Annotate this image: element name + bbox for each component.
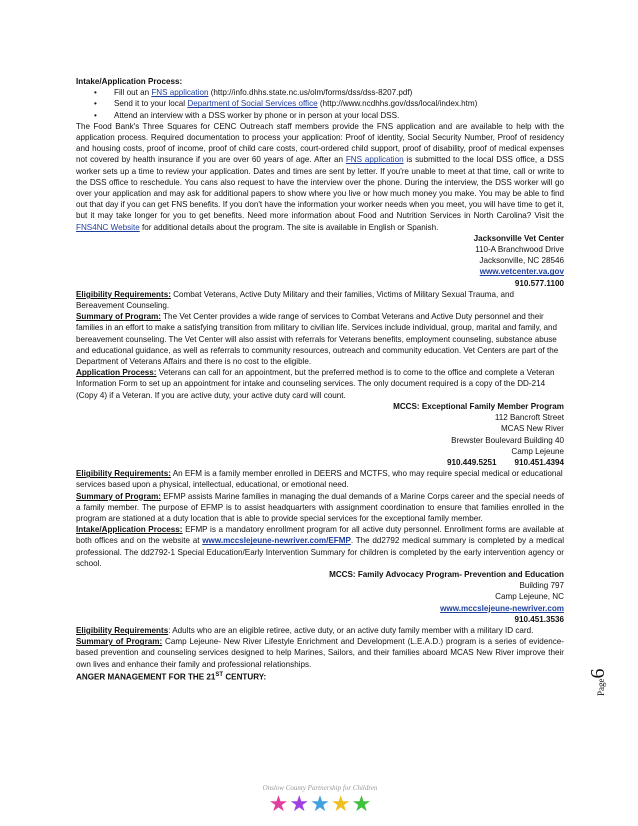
fap-contact-block — [76, 569, 564, 625]
fap-address-line: Camp Lejeune, NC — [495, 592, 564, 602]
fap-phone: 910.451.3536 — [514, 614, 564, 624]
efmp-name: MCCS: Exceptional Family Member Program — [393, 401, 564, 411]
efmp-address-line: Brewster Boulevard Building 40 — [451, 435, 564, 445]
intake-bullet-list — [76, 87, 564, 121]
star-icon: ★ — [330, 791, 351, 816]
efmp-address-line: Camp Lejeune — [511, 446, 564, 456]
page-content — [76, 76, 564, 683]
list-item: • Fill out an FNS application (http://info.dhhs.state.nc.us/olm/forms/dss/dss-8207.pdf) — [114, 87, 564, 98]
efmp-address-line: 112 Bancroft Street — [494, 413, 564, 423]
vet-summary: Summary of Program: The Vet Center provides a wide range of services to Combat Veterans and Active Duty personnel and their families in an effort to make a satisfying transition from military to civilian life. Services include individual, group, marital and family, and bereavement counseling. The Vet Center will also assist with referrals for Veterans benefits, employment counseling, substance abuse and educational guidance, as well as referrals to community resources, outreach and community education. Vet Centers are part of the Department of Veterans Affairs and there is no cost to the eligible. — [76, 312, 559, 367]
dss-office-link[interactable]: Department of Social Services office — [187, 99, 318, 109]
star-icon: ★ — [351, 791, 372, 816]
efmp-website-link[interactable]: www.mccslejeune-newriver.com/EFMP — [202, 536, 351, 546]
vet-phone: 910.577.1100 — [514, 278, 564, 288]
efmp-summary: Summary of Program: EFMP assists Marine families in managing the dual demands of a Marine Corps career and the special needs of a family member. The purpose of EFMP is to assist headquarters with assignment coordination to ensure that families enrolled in the program are stationed at a duty location that is able to provide special services for the exceptional family member. — [76, 491, 564, 523]
star-icon: ★ — [310, 791, 330, 816]
star-icon: ★ — [268, 791, 289, 816]
fap-eligibility: Eligibility Requirements: Adults who are an eligible retiree, active duty, or an active duty family member with a military ID card. — [76, 625, 534, 635]
vet-application: Application Process: Veterans can call for an appointment, but the preferred method is to come to the office and complete a Veteran Information Form to set up an appointment for intake and counseling services. The only document required is a copy of the DD-214 (Copy 4) if a Veteran. If you are active duty, your active duty card will count. — [76, 368, 555, 400]
efmp-phone-2: 910.451.4394 — [514, 457, 564, 467]
efmp-eligibility: Eligibility Requirements: An EFM is a family member enrolled in DEERS and MCTFS, who may require special medical or educational services based upon a physical, intellectual, educational, or emotional need. — [76, 469, 563, 490]
fap-website-link[interactable]: www.mccslejeune-newriver.com — [440, 603, 564, 613]
partnership-logo — [250, 784, 390, 815]
vet-contact-block — [76, 233, 564, 289]
intake-paragraph: The Food Bank's Three Squares for CENC Outreach staff members provide the FNS application and are available to help with the application process. Required documentation to process your application: Proof of identity, Social Security Number, Proof of residency and housing costs, proof of income, proof of child care costs, court-ordered child support, proof of disability, proof of medical expenses not covered by health insurance if you are over 60 years of age. After an FNS application is submitted to the local DSS office, a DSS worker sets up a time to review your application. Dates and times are sent by letter. If you're unable to meet at that time, call or write to the DSS office to reschedule. You cans also request to have the interview over the phone. During the interview, the DSS worker will go over your application and may ask for additional papers to show where you live or how much money you make. You may be able to find out that day if you can get FNS benefits. If you don't have the information your worker needs when you meet, you will have time to get it, but it may take longer for you to get benefits. Need more information about Food and Nutrition Services in North Carolina? Visit the FNS4NC Website for additional details about the program. The site is available in English or Spanish. — [76, 121, 564, 232]
efmp-intake: Intake/Application Process: EFMP is a mandatory enrollment program for all active duty personnel. Enrollment forms are available at both offices and on the website at www.mccslejeune-newriver.com/EFMP. The dd2792 medical summary is completed by a medical professional. The dd2792-1 Special Education/Early Intervention Summary for children is completed by the early intervention agency or school. — [76, 525, 564, 568]
efmp-address-line: MCAS New River — [501, 424, 564, 434]
logo-stars — [250, 793, 390, 815]
efmp-contact-block — [76, 401, 564, 468]
efmp-phones — [76, 457, 564, 468]
fns4nc-website-link[interactable]: FNS4NC Website — [76, 222, 140, 232]
logo-text: Onslow County Partnership for Children — [262, 784, 378, 792]
intake-heading: Intake/Application Process: — [76, 77, 183, 86]
fap-name: MCCS: Family Advocacy Program- Prevention and Education — [329, 569, 564, 579]
vet-center-name: Jacksonville Vet Center — [473, 233, 564, 243]
fap-summary: Summary of Program: Camp Lejeune- New River Lifestyle Enrichment and Development (L.E.A.D.) program is a series of evidence-based prevention and counseling services designed to help Marines, Sailors, and their families aboard MCAS New River improve their own lives and enhance their family and professional relationships. — [76, 637, 564, 669]
vet-address-line: 110-A Branchwood Drive — [475, 245, 564, 255]
page-number: Page6 — [587, 668, 609, 696]
vet-eligibility: Eligibility Requirements: Combat Veterans, Active Duty Military and their families, Victims of Military Sexual Trauma, and Bereavement Counseling. — [76, 289, 514, 311]
fap-address-line: Building 797 — [519, 581, 564, 591]
fns-application-link[interactable]: FNS application — [151, 88, 209, 98]
efmp-phone-1: 910.449.5251 — [446, 457, 497, 467]
vet-website-link[interactable]: www.vetcenter.va.gov — [479, 267, 564, 277]
fns-application-link-2[interactable]: FNS application — [345, 155, 404, 165]
star-icon: ★ — [289, 791, 310, 816]
vet-address-line: Jacksonville, NC 28546 — [479, 256, 564, 266]
list-item: • Send it to your local Department of Social Services office (http://www.ncdhhs.gov/dss/local/index.htm) — [114, 98, 564, 109]
anger-management-heading: ANGER MANAGEMENT FOR THE 21ST CENTURY: — [76, 671, 267, 682]
list-item: • Attend an interview with a DSS worker by phone or in person at your local DSS. — [114, 110, 564, 121]
